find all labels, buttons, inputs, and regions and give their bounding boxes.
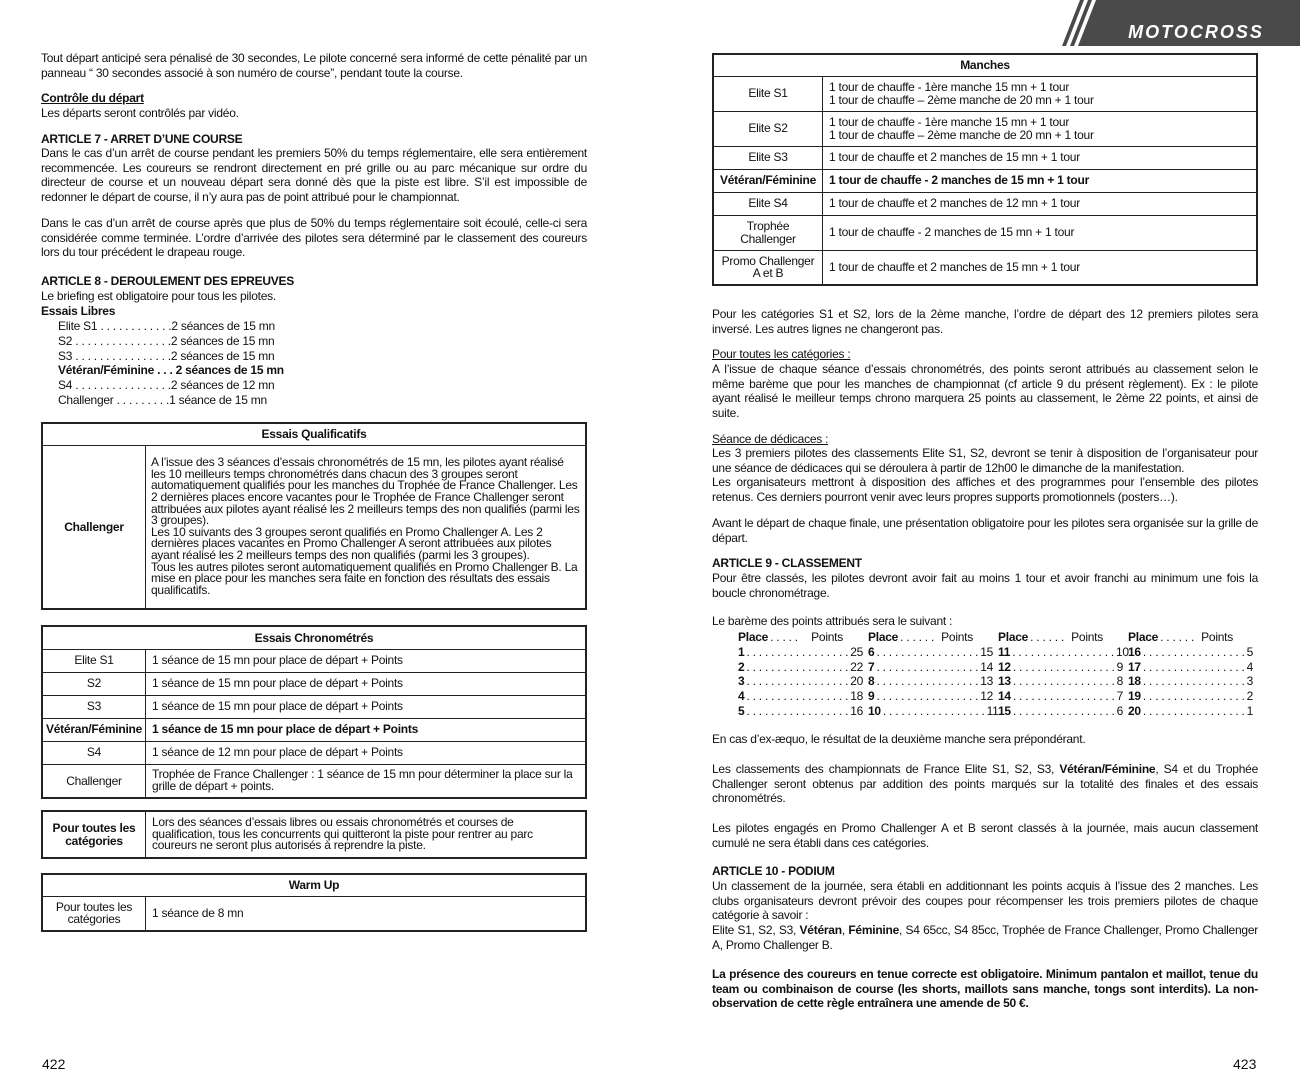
- chrono-text: 1 séance de 15 mn pour place de départ + Points: [146, 672, 586, 695]
- manches-text: 1 tour de chauffe et 2 manches de 15 mn + 1 tour: [823, 146, 1258, 169]
- qualif-header: Essais Qualificatifs: [42, 423, 586, 445]
- qualif-text: A l’issue des 3 séances d’essais chronométrés de 15 mn, les pilotes ayant réalisé les 10 meilleurs temps chronométrés dans chacun des 3 groupes seront automatiquement qualifiés pour les manches du Trophée de France Challenger. Les 2 dernières places encore vacantes pour le Trophée de France Challenger seront attribuées aux pilotes ayant réalisé les 2 meilleurs temps des non qualifiés (parmi les 3 groupes). Les 10 suivants des 3 groupes seront qualifiés en Promo Challenger A. Les 2 dernières places vacantes en Promo Challenger A seront attribuées aux pilotes ayant réalisé les 2 meilleurs temps des non qualifiés (parmi les 3 groupes). Tous les autres pilotes seront automatiquement qualifiés en Promo Challenger B. La mise en place pour les manches sera faite en fonction des résultats des essais qualificatifs.: [146, 445, 587, 609]
- controle-text: Les départs seront contrôlés par vidéo.: [41, 106, 239, 120]
- manches-label: Elite S1: [713, 76, 823, 111]
- manches-text: 1 tour de chauffe - 2 manches de 15 mn + 1 tour: [823, 215, 1258, 250]
- points-column: Place . . . . . . Points 6 . . . . . . . . . . . . . . . . . 15 7 . . . . . . . . . . . . . . . . . 14 8 . . . . . . . . . . . . . . . . . 13 9 . . . . . . . . . . . . . . . . . 12 10 . . . . . . . . . . . . . . . . . 11: [868, 630, 999, 718]
- briefing-text: Le briefing est obligatoire pour tous les pilotes.: [41, 289, 276, 303]
- points-column: Place . . . . . Points 1 . . . . . . . . . . . . . . . . . 25 2 . . . . . . . . . . . . . . . . . 22 3 . . . . . . . . . . . . . . . . . 20 4 . . . . . . . . . . . . . . . . . 18 5 . . . . . . . . . . . . . . . . . 16: [738, 630, 864, 718]
- toutes-categories-text: A l’issue de chaque séance d’essais chronométrés, des points seront attribués au classement selon le même barème que pour les manches de championnat (cf article 9 du présent règlement). Ex : le pilote ayant réalisé le meilleur temps chrono marquera 25 points au classement, le 2ème 22 points, et ainsi de suite.: [712, 362, 1258, 420]
- bareme-intro: Le barème des points attribués sera le suivant :: [712, 614, 953, 628]
- article-9-title: ARTICLE 9 - CLASSEMENT: [712, 556, 862, 570]
- points-scale: [738, 630, 1258, 718]
- session-row: S4 . . . . . . . . . . . . . . . .2 séances de 12 mn: [58, 378, 275, 393]
- intro-paragraph: Tout départ anticipé sera pénalisé de 30 secondes, Le pilote concerné sera informé de cette pénalité par un panneau “ 30 secondes associé à son numéro de course”, pendant toute la course.: [41, 51, 587, 80]
- article-10-list: Elite S1, S2, S3, Vétéran, Féminine, S4 65cc, S4 85cc, Trophée de France Challenger, Promo Challenger A, Promo Challenger B.: [712, 923, 1258, 952]
- essais-libres-title: Essais Libres: [41, 304, 116, 318]
- dedicaces-text: Les 3 premiers pilotes des classements Elite S1, S2, devront se tenir à disposition de l’organisateur pour une séance de dédicaces qui se déroulera à partir de 12h00 le dimanche de la manifestation. Les organisateurs mettront à disposition des affiches et des programmes pour l’ensemble des pilotes retenus. Ces derniers pourront venir avec leurs propres supports promotionnels (posters…).: [712, 446, 1258, 504]
- manches-label: Promo Challenger A et B: [713, 250, 823, 285]
- controle-title: Contrôle du départ: [41, 91, 144, 105]
- tenue-paragraph: La présence des coureurs en tenue correcte est obligatoire. Minimum pantalon et maillot, tenue du team ou combinaison de course (les shorts, maillots sans manche, tongs sont interdits). La non-observation de cette règle entraînera une amende de 50 €.: [712, 967, 1258, 1011]
- chrono-table: [41, 625, 587, 799]
- session-row: S2 . . . . . . . . . . . . . . . .2 séances de 15 mn: [58, 333, 275, 348]
- manches-text: 1 tour de chauffe - 1ère manche 15 mn + 1 tour 1 tour de chauffe – 2ème manche de 20 mn + 1 tour: [823, 76, 1258, 111]
- dedicaces-title: Séance de dédicaces :: [712, 432, 829, 446]
- chrono-header: Essais Chronométrés: [42, 626, 586, 649]
- warmup-table: [41, 873, 587, 932]
- article-7-paragraph-1: Dans le cas d’un arrêt de course pendant les premiers 50% du temps réglementaire, elle sera entièrement recommencée. Les coureurs se rendront directement en pré grille ou au parc mécanique sur ordre du directeur de course et un nouveau départ sera donné dès que la piste est libre. S’il est impossible de redonner le départ de course, il n’y aura pas de point attribué pour le championnat.: [41, 146, 587, 204]
- article-7-paragraph-2: Dans le cas d’un arrêt de course après que plus de 50% du temps réglementaire soit écoulé, celle-ci sera considérée comme terminée. L’ordre d’arrivée des pilotes sera déterminé par le classement des coureurs lors du tour précédent le drapeau rouge.: [41, 216, 587, 260]
- chrono-label: Challenger: [42, 764, 146, 798]
- finale-paragraph: Avant le départ de chaque finale, une présentation obligatoire pour les pilotes sera organisée sur la grille de départ.: [712, 516, 1258, 545]
- points-column: Place . . . . . . Points 11 . . . . . . . . . . . . . . . . . 10 12 . . . . . . . . . . . . . . . . . 9 13 . . . . . . . . . . . . . . . . . 8 14 . . . . . . . . . . . . . . . . . 7 15 . . . . . . . . . . . . . . . . . 6: [998, 630, 1129, 718]
- manches-text: 1 tour de chauffe et 2 manches de 15 mn + 1 tour: [823, 250, 1258, 285]
- article-9-text: Pour être classés, les pilotes devront avoir fait au moins 1 tour et avoir franchi au minimum une fois la boucle chronométrage.: [712, 571, 1258, 600]
- chrono-text: Trophée de France Challenger : 1 séance de 15 mn pour déterminer la place sur la grille de départ + points.: [146, 764, 586, 798]
- page-number-left: 422: [42, 1056, 66, 1072]
- classements-paragraph: Les classements des championnats de France Elite S1, S2, S3, Vétéran/Féminine, S4 et du Trophée Challenger seront obtenus par addition des points marqués sur la totalité des finales et des essais chronométrés.: [712, 762, 1258, 806]
- manches-text: 1 tour de chauffe et 2 manches de 12 mn + 1 tour: [823, 192, 1258, 215]
- page-number-right: 423: [1233, 1056, 1257, 1072]
- toutes-table: [41, 810, 587, 859]
- manches-label: Vétéran/Féminine: [713, 169, 823, 192]
- toutes-label: Pour toutes les catégories: [42, 811, 146, 858]
- warmup-text: 1 séance de 8 mn: [146, 896, 587, 931]
- chrono-text: 1 séance de 15 mn pour place de départ + Points: [146, 649, 586, 672]
- session-row: Elite S1 . . . . . . . . . . . .2 séances de 15 mn: [58, 319, 275, 333]
- essais-libres-list: [58, 319, 284, 408]
- chrono-label: Vétéran/Féminine: [42, 718, 146, 741]
- article-7-title: ARTICLE 7 - ARRET D’UNE COURSE: [41, 132, 243, 146]
- s1s2-paragraph: Pour les catégories S1 et S2, lors de la 2ème manche, l’ordre de départ des 12 premiers pilotes sera inversé. Les autres lignes ne changeront pas.: [712, 307, 1258, 336]
- manches-label: Trophée Challenger: [713, 215, 823, 250]
- promo-paragraph: Les pilotes engagés en Promo Challenger A et B seront classés à la journée, mais aucun classement cumulé ne sera établi dans ces catégories.: [712, 821, 1258, 850]
- toutes-text: Lors des séances d’essais libres ou essais chronométrés et courses de qualification, tous les concurrents qui quitteront la piste pour rentrer au parc coureurs ne seront plus autorisés à reprendre la piste.: [146, 811, 587, 858]
- motocross-banner: [1050, 0, 1300, 46]
- manches-text: 1 tour de chauffe - 2 manches de 15 mn + 1 tour: [823, 169, 1258, 192]
- toutes-categories-title: Pour toutes les catégories :: [712, 347, 851, 361]
- article-8-title: ARTICLE 8 - DEROULEMENT DES EPREUVES: [41, 274, 295, 288]
- chrono-text: 1 séance de 12 mn pour place de départ + Points: [146, 741, 586, 764]
- session-row: Vétéran/Féminine . . . 2 séances de 15 mn: [58, 363, 284, 378]
- manches-table: [712, 53, 1258, 286]
- warmup-label: Pour toutes les catégories: [42, 896, 146, 931]
- qualif-table: [41, 422, 587, 610]
- chrono-text: 1 séance de 15 mn pour place de départ + Points: [146, 695, 586, 718]
- chrono-label: S4: [42, 741, 146, 764]
- warmup-header: Warm Up: [42, 874, 586, 896]
- manches-text: 1 tour de chauffe - 1ère manche 15 mn + 1 tour 1 tour de chauffe – 2ème manche de 20 mn + 1 tour: [823, 111, 1258, 146]
- session-row: S3 . . . . . . . . . . . . . . . .2 séances de 15 mn: [58, 348, 275, 363]
- article-10-title: ARTICLE 10 - PODIUM: [712, 864, 835, 878]
- right-page: [650, 0, 1300, 1092]
- chrono-label: S2: [42, 672, 146, 695]
- manches-label: Elite S4: [713, 192, 823, 215]
- qualif-label: Challenger: [42, 445, 146, 609]
- manches-label: Elite S2: [713, 111, 823, 146]
- session-row: Challenger . . . . . . . . .1 séance de 15 mn: [58, 392, 267, 407]
- article-10-text: Un classement de la journée, sera établi en additionnant les points acquis à l’issue des 2 manches. Les clubs organisateurs devront prévoir des coupes pour récompenser les trois premiers pilotes de chaque catégorie à savoir :: [712, 879, 1258, 923]
- chrono-label: Elite S1: [42, 649, 146, 672]
- points-column: Place . . . . . . Points 16 . . . . . . . . . . . . . . . . . 5 17 . . . . . . . . . . . . . . . . . 4 18 . . . . . . . . . . . . . . . . . 3 19 . . . . . . . . . . . . . . . . . 2 20 . . . . . . . . . . . . . . . . . 1: [1128, 630, 1254, 718]
- banner-title: MOTOCROSS: [1128, 22, 1264, 42]
- exaequo-text: En cas d’ex-æquo, le résultat de la deuxième manche sera prépondérant.: [712, 732, 1086, 746]
- chrono-label: S3: [42, 695, 146, 718]
- chrono-text: 1 séance de 15 mn pour place de départ + Points: [146, 718, 586, 741]
- manches-label: Elite S3: [713, 146, 823, 169]
- manches-header: Manches: [713, 54, 1257, 76]
